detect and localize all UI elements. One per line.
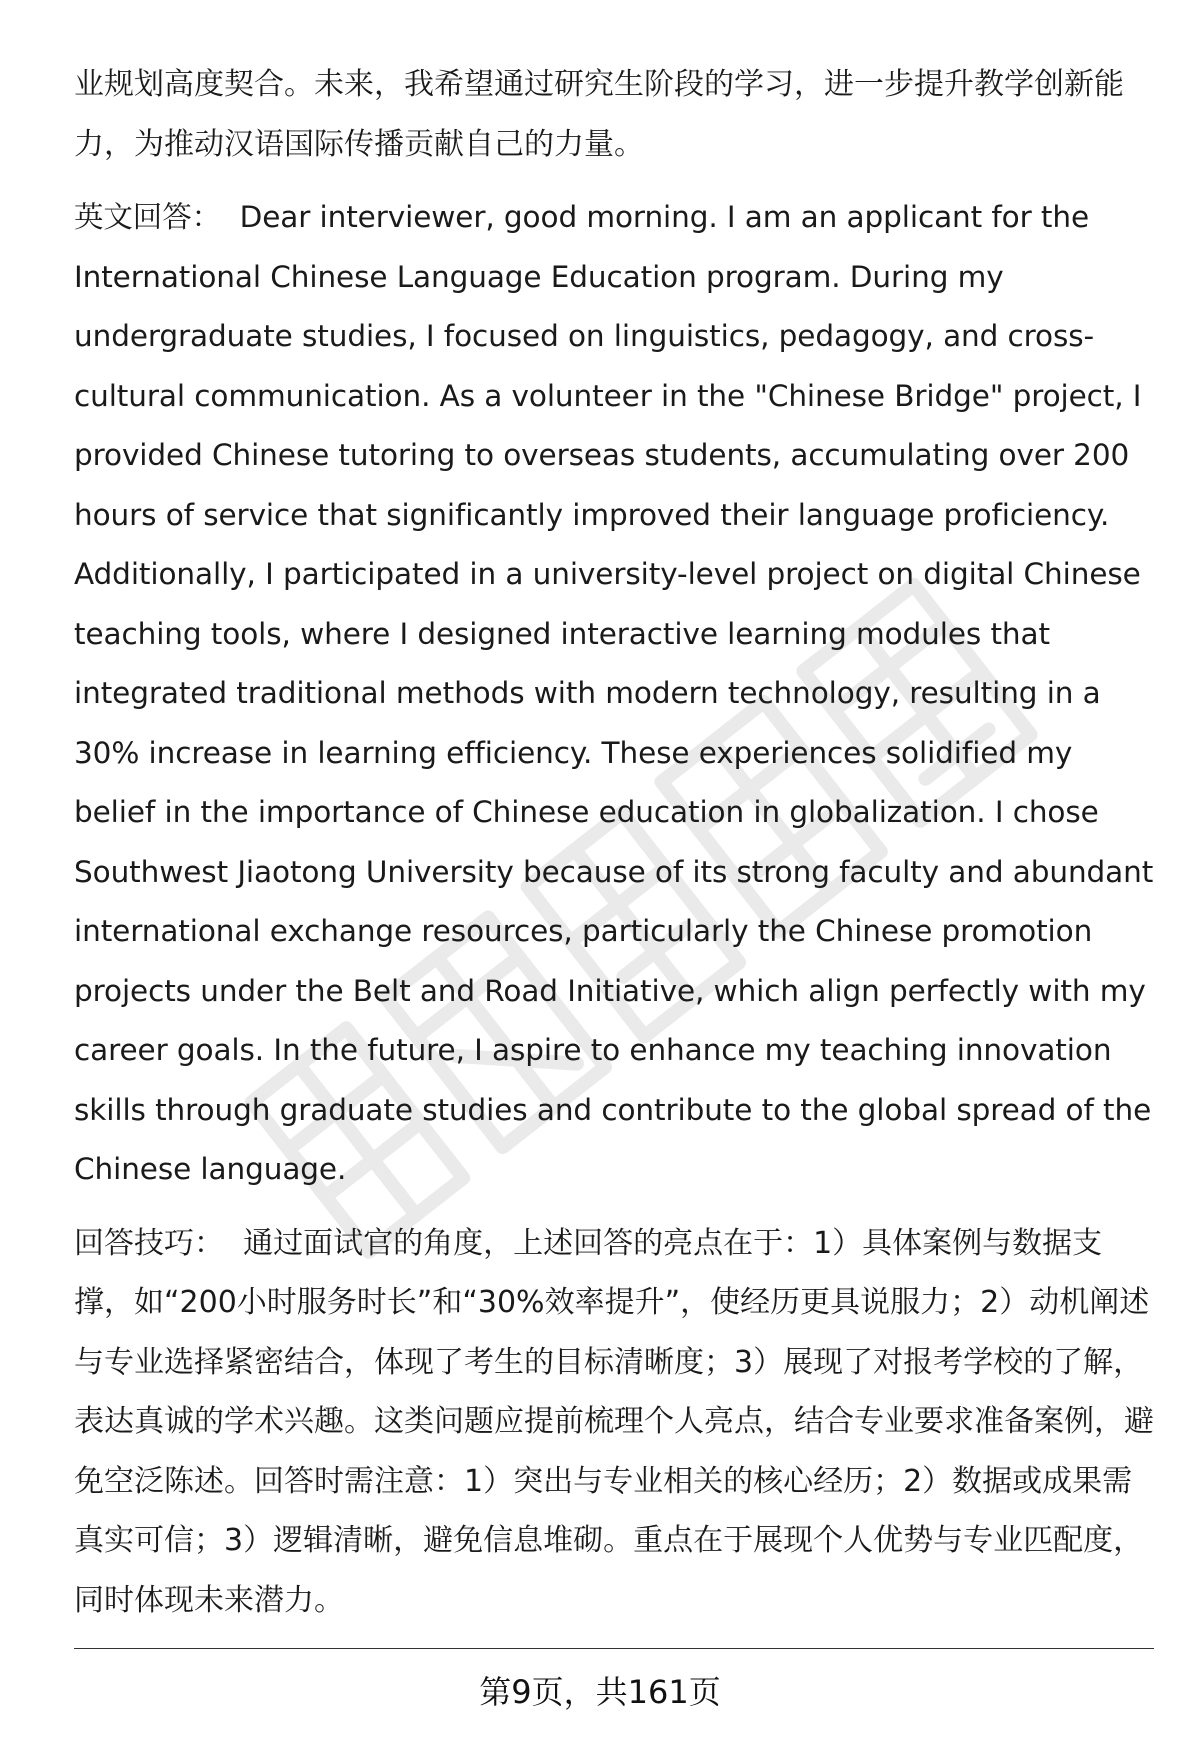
paragraph-text: 通过面试官的角度，上述回答的亮点在于：1）具体案例与数据支撑，如“200小时服务时长”和“30%效率提升”，使经历更具说服力；2）动机阐述与专业选择紧密结合，体现了考生的目标清晰度；3）展现了对报考学校的了解，表达真诚的学术兴趣。这类问题应提前梳理个人亮点，结合专业要求准备案例，避免空泛陈述。回答时需注意：1）突出与专业相关的核心经历；2）数据或成果需真实可信；3）逻辑清晰，避免信息堆砌。重点在于展现个人优势与专业匹配度，同时体现未来潜力。: [74, 1225, 1154, 1618]
paragraph-chinese-answer-end: [74, 55, 1154, 174]
section-label-english-answer: 英文回答：: [74, 200, 222, 234]
label-gap: [221, 200, 240, 234]
paragraph-text: 业规划高度契合。未来，我希望通过研究生阶段的学习，进一步提升教学创新能力，为推动汉语国际传播贡献自己的力量。: [74, 67, 1124, 162]
section-label-answer-tips: 回答技巧：: [74, 1225, 224, 1261]
paragraph-english-answer: [74, 188, 1154, 1200]
footer-divider: [74, 1648, 1154, 1649]
paragraph-text: Dear interviewer, good morning. I am an applicant for the International Chinese Language Education program. During my undergraduate studies, I focused on linguistics, pedagogy, and cross-cultural communication. As a volunteer in the "Chinese Bridge" project, I provided Chinese tutoring to overseas students, accumulating over 200 hours of service that significantly improved their language proficiency. Additionally, I participated in a university-level project on digital Chinese teaching tools, where I designed interactive learning modules that integrated traditional methods with modern technology, resulting in a 30% increase in learning efficiency. These experiences solidified my belief in the importance of Chinese education in globalization. I chose Southwest Jiaotong University because of its strong faculty and abundant international exchange resources, particularly the Chinese promotion projects under the Belt and Road Initiative, which align perfectly with my career goals. In the future, I aspire to enhance my teaching innovation skills through graduate studies and contribute to the global spread of the Chinese language.: [74, 200, 1154, 1186]
label-gap: [224, 1226, 243, 1261]
page-number: 第9页，共161页: [479, 1673, 721, 1711]
paragraph-answer-tips: [74, 1214, 1154, 1631]
main-content: [74, 55, 1154, 1630]
